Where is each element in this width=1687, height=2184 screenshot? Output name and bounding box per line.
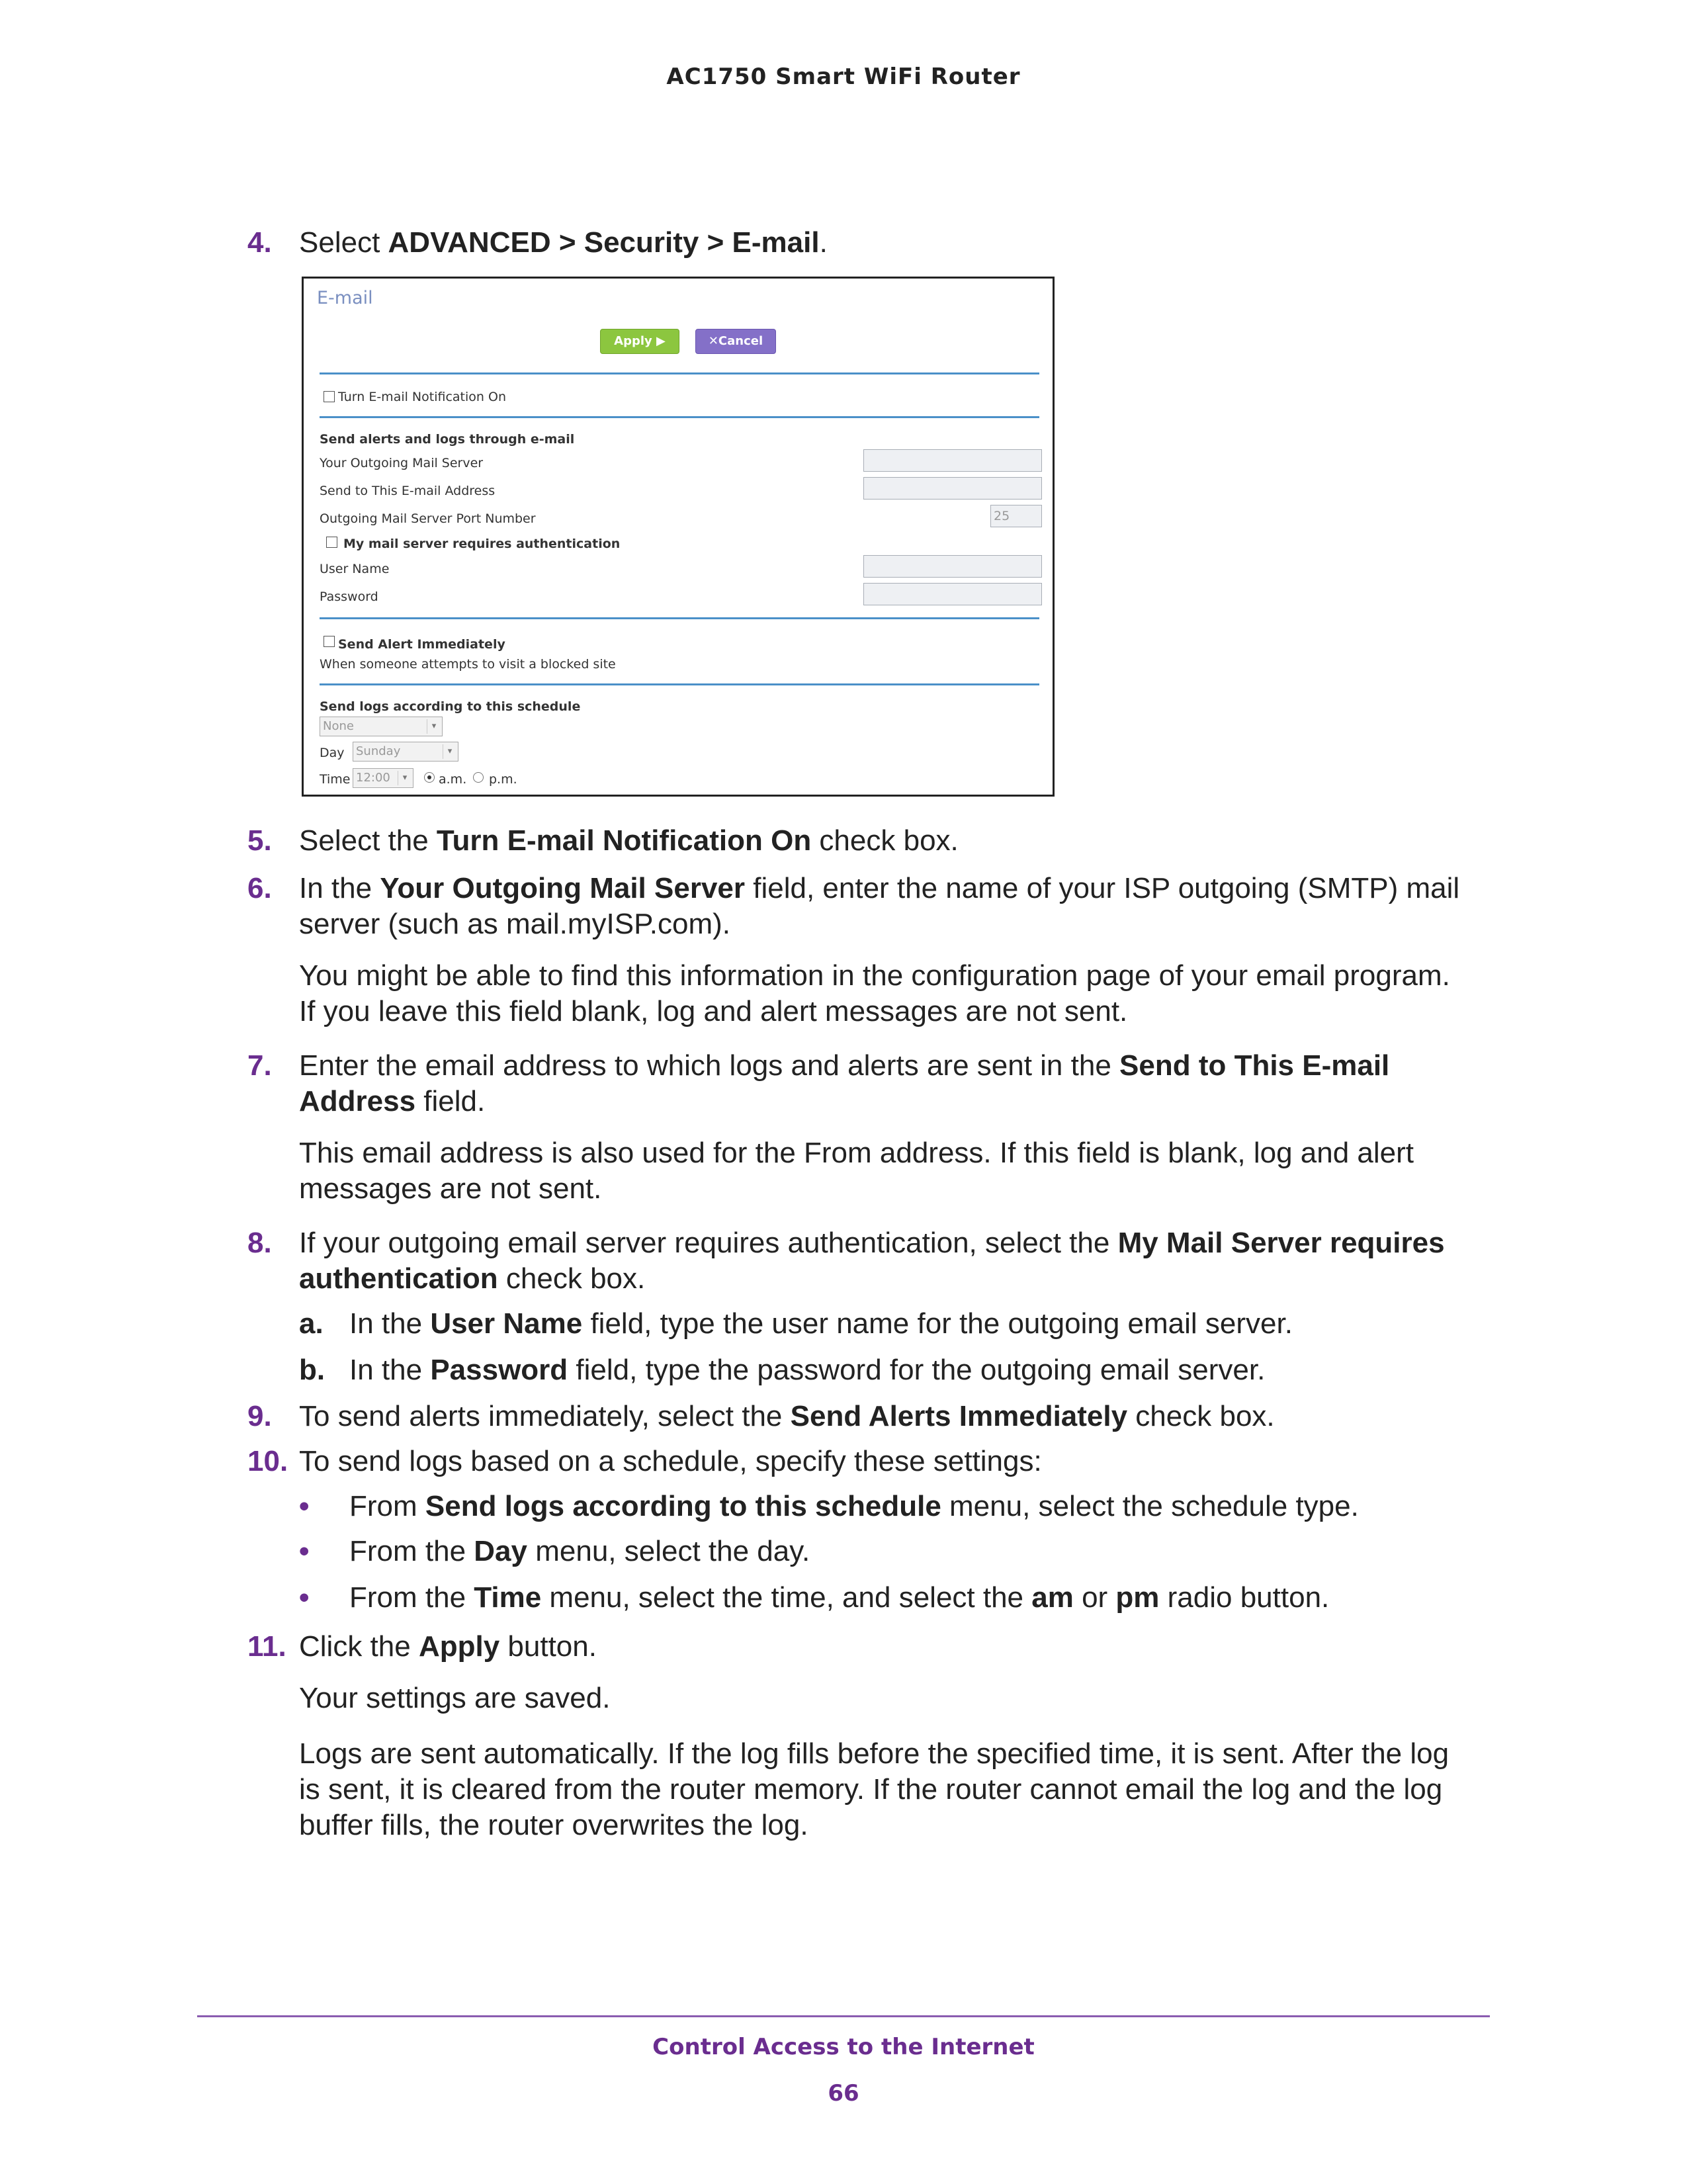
bullet-bold: Time [474,1581,542,1614]
step-text-end: check box. [1127,1400,1275,1432]
bullet-text-end: menu, select the schedule type. [941,1490,1359,1522]
step-11-note [299,1736,1490,1843]
step-bold: Address [299,1085,416,1117]
day-select[interactable] [353,742,458,762]
step-text: To send alerts immediately, select the [299,1400,791,1432]
step-text-end: field, enter the name of your ISP outgoing (SMTP) mail [745,872,1460,904]
bullet-icon: • [299,1581,310,1614]
day-label: Day [320,746,345,760]
footer-chapter-title: Control Access to the Internet [652,2034,1035,2060]
step-number: 4. [247,226,272,259]
bullet-text: From the [349,1581,474,1614]
divider [320,372,1039,374]
step-number: 8. [247,1227,272,1259]
password-label: Password [320,590,378,604]
schedule-select[interactable] [320,717,443,736]
substep-label: b. [299,1354,325,1386]
note-line: buffer fills, the router overwrites the log. [299,1809,808,1841]
day-value: Sunday [356,744,401,758]
port-input[interactable]: 25 [990,505,1042,527]
schedule-value: None [323,719,354,733]
step-text-end: button. [499,1630,597,1663]
divider [320,683,1039,685]
am-label: a.m. [439,772,467,787]
user-name-label: User Name [320,562,390,576]
substep-text: In the [349,1354,431,1386]
substep-text-end: field, type the password for the outgoing email server. [568,1354,1266,1386]
bullet-bold: Day [474,1535,527,1567]
time-value: 12:00 [356,771,390,785]
step-text: In the [299,872,380,904]
note-line: Logs are sent automatically. If the log fills before the specified time, it is sent. After the log [299,1737,1449,1770]
outgoing-server-label: Your Outgoing Mail Server [320,456,484,470]
note-line: If you leave this field blank, log and alert messages are not sent. [299,995,1128,1027]
panel-title: E-mail [317,288,373,308]
note-line: is sent, it is cleared from the router memory. If the router cannot email the log and the log [299,1773,1443,1806]
step-11-result: Your settings are saved. [299,1682,611,1714]
send-alert-immediately-checkbox[interactable] [324,636,335,647]
bullet-text-end: radio button. [1159,1581,1330,1614]
bullet-text: or [1073,1581,1116,1614]
email-notification-checkbox[interactable] [324,391,335,402]
apply-button[interactable]: Apply ▶ [600,329,679,354]
send-alert-immediately-label: Send Alert Immediately [338,637,505,652]
alert-description: When someone attempts to visit a blocked site [320,657,616,672]
step-number: 11. [247,1630,286,1663]
step-bold: Turn E-mail Notification On [436,824,812,857]
step-bold: Send to This E-mail [1119,1049,1390,1082]
menu-path: ADVANCED > Security > E-mail [388,226,820,259]
auth-label: My mail server requires authentication [343,537,621,551]
time-label: Time [320,772,351,787]
divider [320,416,1039,418]
divider [320,617,1039,619]
step-number: 6. [247,872,272,904]
step-number: 5. [247,824,272,857]
chevron-down-icon: ▾ [398,771,411,785]
email-notification-label: Turn E-mail Notification On [338,390,506,404]
time-select[interactable] [353,768,413,788]
port-label: Outgoing Mail Server Port Number [320,511,536,526]
step-bold: Send Alerts Immediately [790,1400,1128,1432]
user-name-input[interactable] [863,555,1042,578]
bullet-bold: Send logs according to this schedule [425,1490,941,1522]
step-text-line2: server (such as mail.myISP.com). [299,908,731,940]
step-number: 10. [247,1445,288,1477]
step-text: Click the [299,1630,419,1663]
send-alerts-heading: Send alerts and logs through e-mail [320,432,575,447]
pm-label: p.m. [489,772,517,787]
step-text-end: . [819,226,828,259]
schedule-heading: Send logs according to this schedule [320,699,581,714]
am-radio[interactable] [424,772,435,783]
running-header: AC1750 Smart WiFi Router [666,64,1021,90]
substep-bold: User Name [430,1307,583,1340]
step-bold: Your Outgoing Mail Server [380,872,746,904]
bullet-bold: am [1031,1581,1074,1614]
step-7-note [299,1135,1490,1207]
bullet-text: From the [349,1535,474,1567]
step-text: If your outgoing email server requires authentication, select the [299,1227,1118,1259]
bullet-bold: pm [1115,1581,1160,1614]
footer-divider [197,2015,1490,2017]
step-text-end: check box. [497,1262,646,1295]
step-text-end: field. [415,1085,486,1117]
step-text-end: check box. [811,824,959,857]
step-text: Enter the email address to which logs and alerts are sent in the [299,1049,1120,1082]
bullet-text: From [349,1490,425,1522]
send-to-label: Send to This E-mail Address [320,484,496,498]
cancel-button[interactable]: ✕Cancel [695,329,776,354]
chevron-down-icon: ▾ [427,719,441,734]
page-number: 66 [828,2080,859,2107]
note-line: This email address is also used for the From address. If this field is blank, log and alert [299,1137,1414,1169]
step-text: Select [299,226,388,259]
substep-text-end: field, type the user name for the outgoing email server. [582,1307,1293,1340]
pm-radio[interactable] [473,772,484,783]
step-bold: My Mail Server requires [1117,1227,1445,1259]
send-to-input[interactable] [863,477,1042,500]
substep-bold: Password [430,1354,568,1386]
chevron-down-icon: ▾ [443,744,456,759]
bullet-text: menu, select the time, and select the [541,1581,1032,1614]
step-text: Select the [299,824,437,857]
substep-label: a. [299,1307,324,1340]
bullet-icon: • [299,1490,310,1522]
step-text: To send logs based on a schedule, specify these settings: [299,1445,1042,1477]
bullet-text-end: menu, select the day. [527,1535,810,1567]
substep-text: In the [349,1307,431,1340]
password-input[interactable] [863,583,1042,605]
auth-checkbox[interactable] [326,537,337,548]
step-6-note [299,958,1490,1029]
step-bold: authentication [299,1262,498,1295]
step-bold: Apply [418,1630,500,1663]
note-line: messages are not sent. [299,1172,602,1205]
step-number: 9. [247,1400,272,1432]
email-settings-screenshot [302,277,1055,797]
bullet-icon: • [299,1535,310,1567]
outgoing-server-input[interactable] [863,449,1042,472]
note-line: You might be able to find this information in the configuration page of your email program. [299,959,1450,992]
step-number: 7. [247,1049,272,1082]
